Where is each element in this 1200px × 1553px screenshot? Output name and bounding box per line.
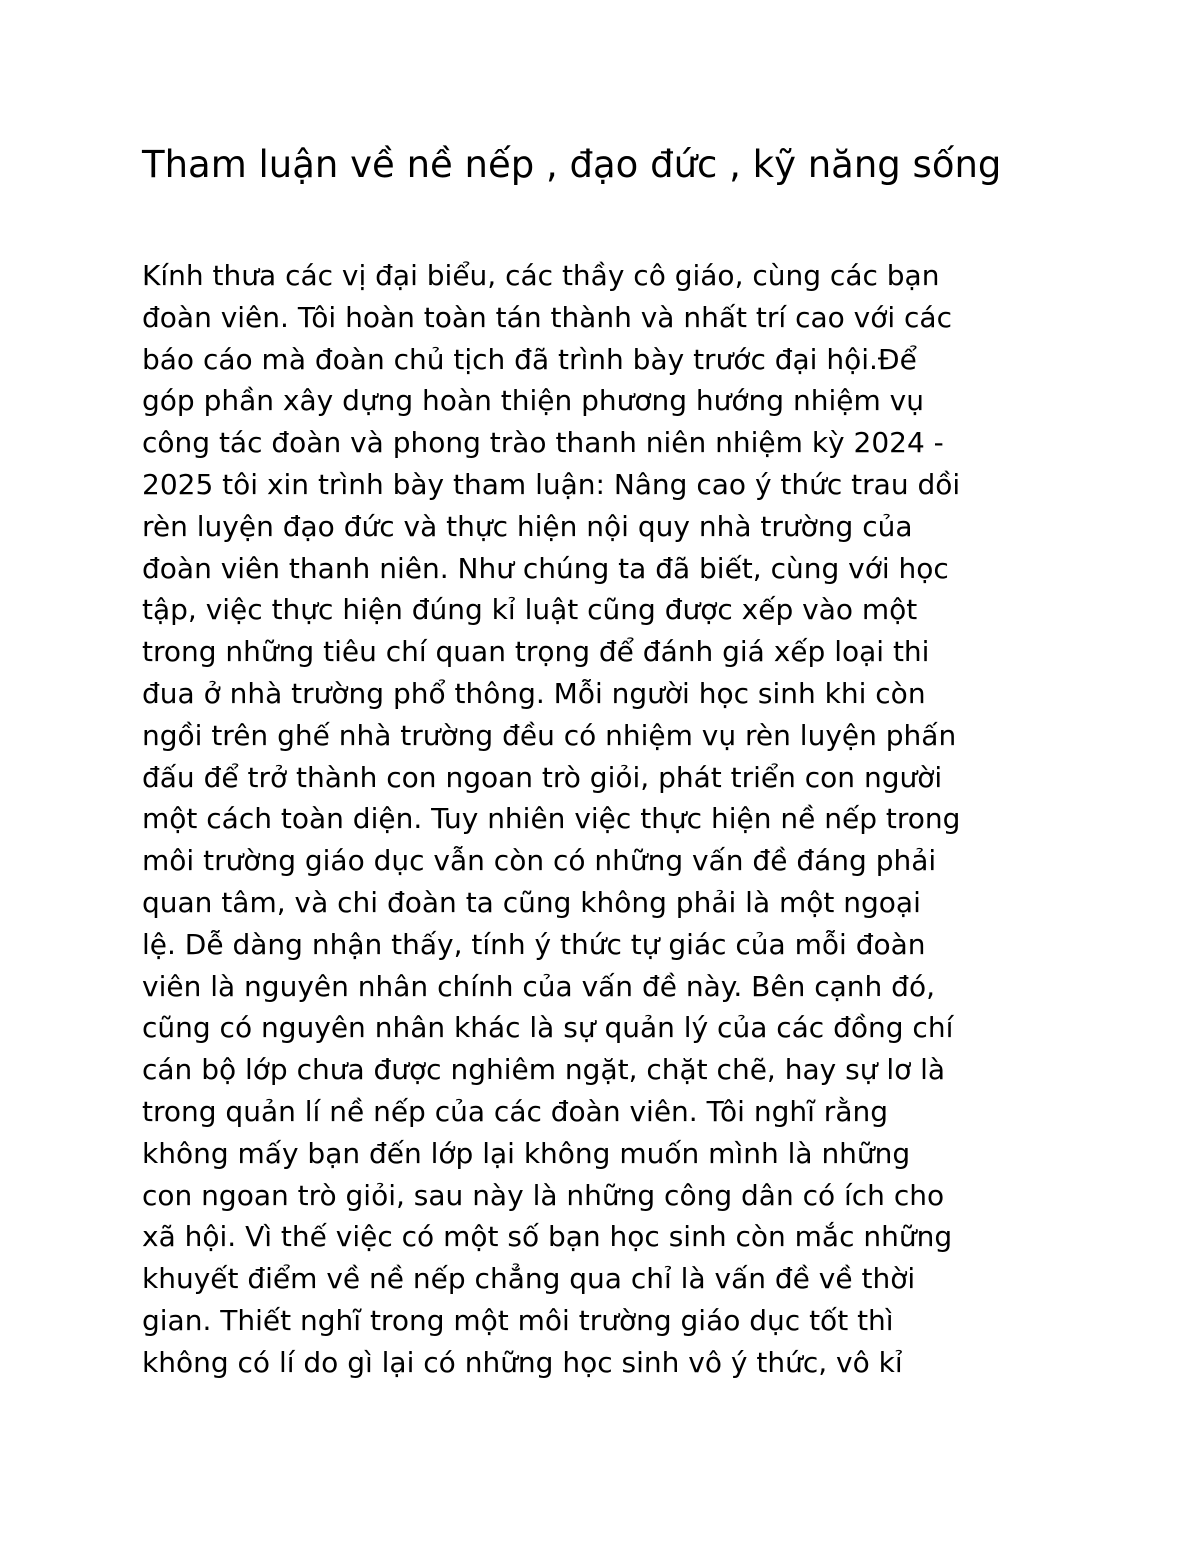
body-text-line: 2025 tôi xin trình bày tham luận: Nâng cao ý thức trau dồi bbox=[142, 467, 961, 501]
body-text-line: góp phần xây dựng hoàn thiện phương hướng nhiệm vụ bbox=[142, 384, 924, 418]
body-text-line: công tác đoàn và phong trào thanh niên nhiệm kỳ 2024 - bbox=[142, 426, 944, 460]
body-text-line: đấu để trở thành con ngoan trò giỏi, phát triển con người bbox=[142, 760, 943, 794]
body-text-line: một cách toàn diện. Tuy nhiên việc thực hiện nề nếp trong bbox=[142, 802, 961, 836]
body-text-line: môi trường giáo dục vẫn còn có những vấn đề đáng phải bbox=[142, 844, 937, 878]
body-text-line: quan tâm, và chi đoàn ta cũng không phải là một ngoại bbox=[142, 885, 921, 919]
document-body bbox=[142, 255, 960, 1384]
body-text-line: đoàn viên. Tôi hoàn toàn tán thành và nhất trí cao với các bbox=[142, 300, 952, 334]
body-text-line: viên là nguyên nhân chính của vấn đề này. Bên cạnh đó, bbox=[142, 969, 935, 1003]
body-text-line: trong những tiêu chí quan trọng để đánh giá xếp loại thi bbox=[142, 635, 930, 669]
body-text-line: đoàn viên thanh niên. Như chúng ta đã biết, cùng với học bbox=[142, 551, 949, 585]
body-text-line: báo cáo mà đoàn chủ tịch đã trình bày trước đại hội.Để bbox=[142, 342, 917, 376]
body-text-line: lệ. Dễ dàng nhận thấy, tính ý thức tự giác của mỗi đoàn bbox=[142, 927, 926, 961]
body-text-line: tập, việc thực hiện đúng kỉ luật cũng được xếp vào một bbox=[142, 593, 918, 627]
body-text-line: ngồi trên ghế nhà trường đều có nhiệm vụ rèn luyện phấn bbox=[142, 718, 957, 752]
body-text-line: không có lí do gì lại có những học sinh vô ý thức, vô kỉ bbox=[142, 1345, 903, 1379]
body-text-line: cũng có nguyên nhân khác là sự quản lý của các đồng chí bbox=[142, 1011, 954, 1045]
document-title: Tham luận về nề nếp , đạo đức , kỹ năng sống bbox=[142, 143, 1002, 186]
body-text-line: khuyết điểm về nề nếp chẳng qua chỉ là vấn đề về thời bbox=[142, 1262, 916, 1296]
body-text-line: con ngoan trò giỏi, sau này là những công dân có ích cho bbox=[142, 1178, 945, 1212]
body-text-line: rèn luyện đạo đức và thực hiện nội quy nhà trường của bbox=[142, 509, 913, 543]
body-text-line: gian. Thiết nghĩ trong một môi trường giáo dục tốt thì bbox=[142, 1303, 894, 1337]
body-text-line: trong quản lí nề nếp của các đoàn viên. Tôi nghĩ rằng bbox=[142, 1094, 888, 1128]
body-text-line: không mấy bạn đến lớp lại không muốn mình là những bbox=[142, 1136, 911, 1170]
body-text-line: cán bộ lớp chưa được nghiêm ngặt, chặt chẽ, hay sự lơ là bbox=[142, 1053, 946, 1087]
body-text-line: Kính thưa các vị đại biểu, các thầy cô giáo, cùng các bạn bbox=[142, 259, 940, 292]
body-text-line: xã hội. Vì thế việc có một số bạn học sinh còn mắc những bbox=[142, 1220, 953, 1254]
body-text-line: đua ở nhà trường phổ thông. Mỗi người học sinh khi còn bbox=[142, 676, 926, 710]
